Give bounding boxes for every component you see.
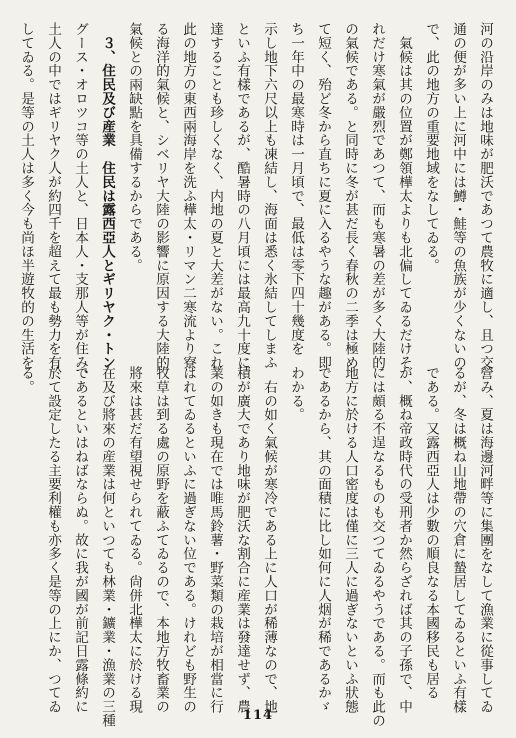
text-column: 土人の中ではギリヤク人が約四千を超えて最も勢力を有 — [45, 22, 61, 370]
text-column: 河の沿岸のみは地味が肥沃であつて農牧に適し、且つ交 — [477, 22, 493, 370]
text-column: わかる。 — [288, 366, 304, 422]
text-column: 營み、夏は海邊河畔等に集團をなして漁業に從事してゐ — [477, 366, 493, 714]
text-column: 示し地下六尺以上も凍結し、海面は悉く氷結してしまふ — [261, 22, 277, 370]
text-column: れだけ寒氣が嚴烈であつて、而も寒暑の差が多く大陸的 — [369, 22, 385, 370]
text-column: である。又露西亞人は少數の順良なる本國移民も居る — [423, 366, 439, 700]
text-column: 通の便が多い上に河中には鱒・鮭等の魚族が少くないの — [450, 22, 466, 370]
section-heading-column: ３、住民及び産業 住民は露西亞人とギリヤク・トン — [99, 22, 115, 370]
text-column: であるから、其の面積に比し如何に人烟が稀であるかゞ — [315, 366, 331, 714]
text-column: 積が廣大であり地味が肥沃な割合に産業は發達せず、農 — [234, 366, 250, 714]
text-column: る海洋的氣候と、シベリヤ大陸の影響に原因する大陸的 — [153, 22, 169, 370]
text-column: グース・オロツコ等の土人と、日本人・支那人等が住み、 — [72, 22, 88, 384]
text-column: 此の地方の東西兩海岸を洗ふ樺太・リマン二寒流より寮 — [180, 22, 196, 370]
text-column: であるといはねばならぬ。故に我が國が前記日露條約に — [72, 366, 88, 714]
text-column: るが、冬は概ね山地帶の穴倉に蟄居してゐるといふ有樣 — [450, 366, 466, 714]
text-column: には頗る不逞なるものも交つてゐるやうである。而も此の — [369, 366, 385, 728]
text-column: 地方に於ける人口密度は僅に三人に過ぎないといふ狀態 — [342, 366, 358, 714]
text-column: 氣候は其の位置が鄭領樺太よりも北偏してゐるだけそ — [396, 22, 412, 370]
text-column: 達することも珍しくなく、内地の夏と大差がない。これ — [207, 22, 223, 370]
text-column: 將來は甚だ有望視せられてゐる。尙併北樺太に於ける現 — [126, 366, 142, 714]
text-column: 右の如く氣候が寒冷である上に人口が稀薄なので、地 — [261, 366, 277, 714]
text-column: 業の如きも現在では唯馬鈴薯・野菜類の栽培が相當に行 — [207, 366, 223, 714]
page-number: 114 — [242, 708, 274, 723]
text-column: 牧草は到る處の原野を蔽ふてゐるので、本地方牧畜業の — [153, 366, 169, 714]
text-column: で、此の地方の重要地域をなしてゐる。 — [423, 22, 439, 273]
upper-text-block — [18, 22, 498, 384]
text-column: て短く、殆ど冬から直ちに夏に入るやうな趣がある。即 — [315, 22, 331, 370]
text-column: 在及び將來の産業は何といつても林業・鑛業・漁業の三種 — [99, 366, 115, 728]
text-column: 於て設定したる主要利權も亦多く是等の上にか、つてゐ — [45, 366, 61, 714]
text-column: 氣候との兩缺點を具備するからである。 — [126, 22, 142, 273]
text-column: してゐる。是等の土人は多く今も尚ほ半遊牧的の生活を — [18, 22, 34, 370]
text-column: が、概ね帝政時代の受刑者か然らざれば其の子孫で、中 — [396, 366, 412, 714]
text-column: の氣候である。と同時に冬が甚だ長く春秋の二季は極め — [342, 22, 358, 370]
text-column: ち一年中の最寒時は一月頃で、最低は零下四十幾度を — [288, 22, 304, 356]
text-column: はれてゐるといふに過ぎない位である。けれども野生の — [180, 366, 196, 714]
text-column: る。 — [18, 366, 34, 394]
text-column: といふ有樣であるが、酷暑時の八月頃には最高九十度に — [234, 22, 250, 370]
